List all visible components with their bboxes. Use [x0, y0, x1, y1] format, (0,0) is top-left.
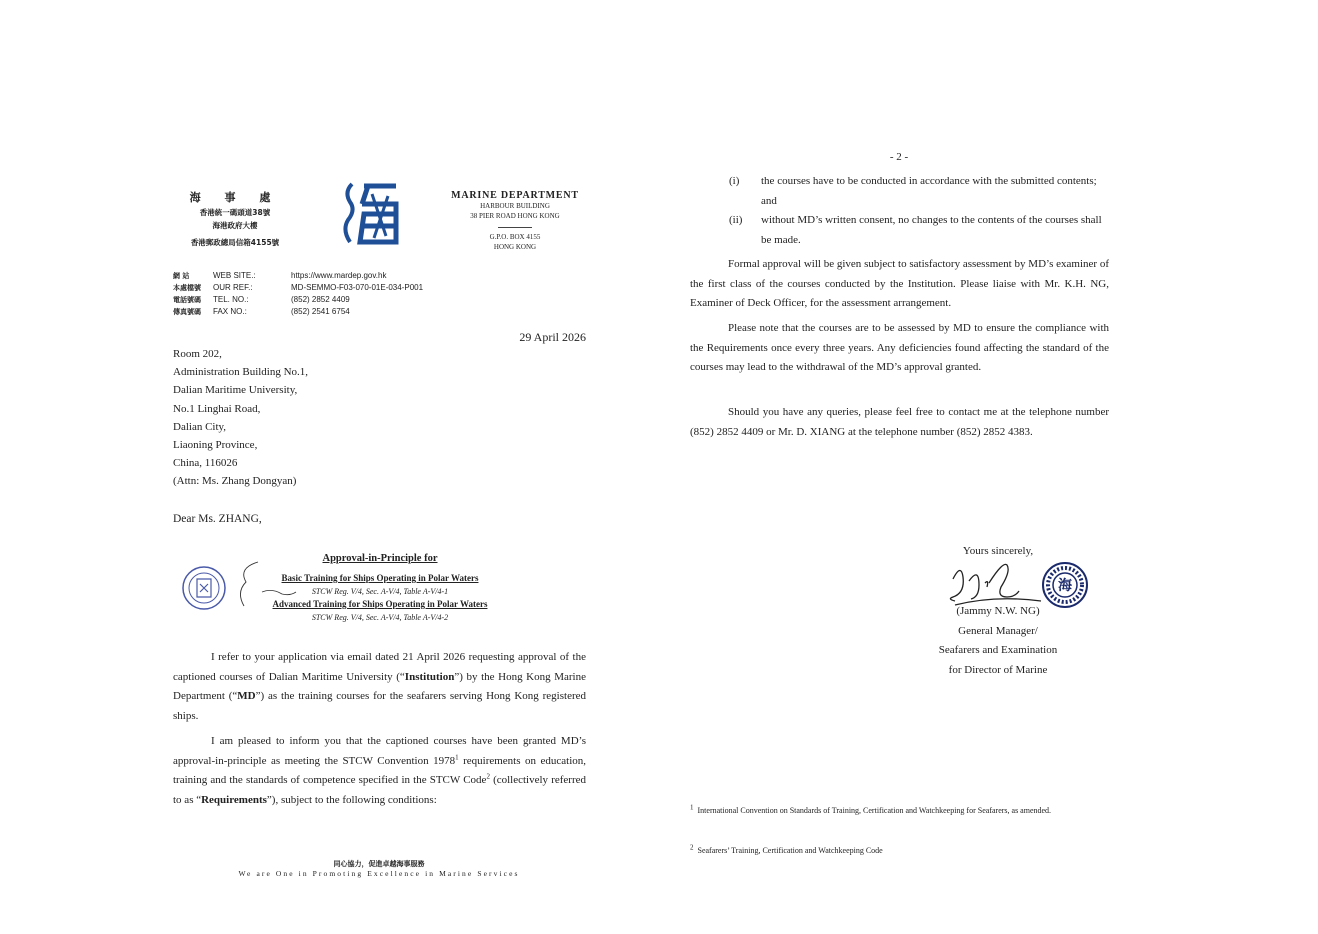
paragraph-formal-approval	[690, 255, 1109, 314]
marine-department-logo	[342, 180, 402, 248]
address-line: No.1 Linghai Road,	[173, 402, 261, 415]
postbox-chinese: 香港郵政總局信箱4155號	[190, 238, 280, 247]
street-address: 38 PIER ROAD HONG KONG	[470, 212, 560, 220]
footnote-ref: 2	[486, 772, 490, 781]
department-name: MARINE DEPARTMENT	[451, 190, 579, 201]
text: ”) as the training courses for the seafarers serving Hong Kong registered ships.	[173, 690, 586, 723]
footnote-text: Seafarers’ Training, Certification and Watchkeeping Code	[697, 846, 883, 855]
text: Please note that the courses are to be assessed by MD to ensure the compliance with the Requirements once every three years. Any deficiencies found affecting the standard of the courses may lead to the withdrawal of the MD’s approval granted.	[690, 322, 1109, 374]
condition-text: the courses have to be conducted in accordance with the submitted contents; and	[761, 175, 1097, 207]
course-advanced: Advanced Training for Ships Operating in Polar Waters	[272, 599, 488, 609]
contact-row-reference	[173, 282, 423, 294]
paragraph-assessment	[690, 319, 1109, 378]
contact-row-fax	[173, 306, 423, 318]
signatory-name: (Jammy N.W. NG)	[956, 605, 1040, 617]
footnote-text: International Convention on Standards of Training, Certification and Watchkeeping for Seafarers, as amended.	[697, 806, 1052, 815]
paragraph-approval	[173, 732, 586, 811]
paragraph-application	[173, 648, 586, 727]
label-english: FAX NO.:	[213, 307, 247, 316]
condition-number: (ii)	[729, 214, 743, 226]
text: requirements on education, training and the standards of competence specified in the STCW Code	[173, 754, 586, 787]
subject-block	[240, 553, 520, 624]
signatory-on-behalf: for Director of Marine	[948, 663, 1048, 676]
contact-row-website	[173, 270, 423, 282]
signatory-details	[918, 602, 1078, 680]
text: Should you have any queries, please feel free to contact me at the telephone number (852) 2852 4409 or Mr. D. XIANG at the telephone number (852) 2852 4383.	[690, 406, 1109, 438]
label-chinese: 網 站	[173, 272, 190, 280]
address-chinese-line2: 海港政府大樓	[212, 221, 258, 230]
course-advanced-reference: STCW Reg. V/4, Sec. A-V/4, Table A-V/4-2	[311, 613, 449, 622]
signatory-division: Seafarers and Examination	[938, 644, 1058, 656]
condition-number: (i)	[729, 175, 740, 187]
text: (collectively referred to as “	[173, 774, 586, 807]
footnote-ref: 1	[455, 753, 459, 762]
address-line: Dalian City,	[173, 420, 227, 433]
defined-term: Institution	[404, 670, 455, 683]
address-line: (Attn: Ms. Zhang Dongyan)	[173, 475, 297, 488]
address-line: Liaoning Province,	[173, 439, 258, 452]
stamp-icon	[181, 565, 227, 611]
contact-row-telephone	[173, 294, 423, 306]
signatory-title: General Manager/	[958, 624, 1038, 637]
website-link[interactable]: https://www.mardep.gov.hk	[291, 271, 387, 280]
address-line: China, 116026	[173, 457, 238, 470]
reference-number: MD-SEMMO-F03-070-01E-034-P001	[291, 283, 424, 292]
address-chinese-line1: 香港統一碼頭道38號	[199, 208, 271, 217]
seal-character: 海	[1058, 578, 1072, 594]
institution-stamp	[181, 565, 227, 611]
header-divider	[498, 227, 532, 228]
footnote-number: 1	[690, 803, 694, 812]
footnote-1	[690, 804, 1090, 818]
course-basic: Basic Training for Ships Operating in Polar Waters	[281, 573, 479, 583]
letter-page-2	[659, 0, 1318, 934]
letter-date: 29 April 2026	[519, 330, 586, 344]
label-chinese: 傳真號碼	[173, 308, 201, 316]
address-line: Administration Building No.1,	[173, 366, 309, 379]
label-english: TEL. NO.:	[213, 295, 249, 304]
closing: Yours sincerely,	[962, 545, 1034, 557]
label-chinese: 電話號碼	[173, 296, 201, 304]
defined-term: MD	[237, 690, 256, 703]
department-name-chinese: 海 事 處	[189, 191, 281, 204]
paragraph-queries	[690, 403, 1109, 442]
subject-heading: Approval-in-Principle for	[322, 553, 438, 564]
address-line: Room 202,	[173, 348, 222, 360]
defined-term: Requirements	[201, 794, 267, 807]
footnote-number: 2	[690, 843, 694, 852]
telephone-number: (852) 2852 4409	[291, 295, 350, 304]
course-basic-reference: STCW Reg. V/4, Sec. A-V/4, Table A-V/4-1	[311, 587, 449, 596]
condition-2	[729, 211, 1109, 250]
condition-text: without MD’s written consent, no changes to the contents of the courses shall be made.	[761, 214, 1102, 246]
text: I refer to your application via email dated 21 April 2026 requesting approval of the captioned courses of Dalian Maritime University (“	[173, 651, 586, 683]
footer-motto-chinese: 同心協力，促進卓越海事服務	[333, 860, 425, 868]
text: Formal approval will be given subject to satisfactory assessment by MD’s examiner of the first class of the courses conducted by the Institution. Please liaise with Mr. K.H. NG, Examiner of Deck Officer, for the assessment arrangement.	[690, 258, 1109, 310]
city: HONG KONG	[493, 243, 537, 251]
label-english: WEB SITE.:	[213, 271, 256, 280]
footer-motto: We are One in Promoting Excellence in Marine Services	[238, 869, 520, 878]
fax-number: (852) 2541 6754	[291, 307, 350, 316]
letterhead-chinese	[180, 190, 290, 249]
text: ”), subject to the following conditions:	[266, 794, 437, 807]
contact-block	[173, 270, 423, 318]
salutation: Dear Ms. ZHANG,	[173, 513, 262, 525]
letterhead-english	[448, 190, 582, 252]
label-english: OUR REF.:	[213, 283, 253, 292]
text: I am pleased to inform you that the captioned courses have been granted MD’s approval-in-principle as meeting the STCW Convention 1978	[173, 735, 586, 767]
footnote-2	[690, 844, 1090, 858]
label-chinese: 本處檔號	[173, 284, 201, 292]
page-number: - 2 -	[889, 151, 909, 163]
recipient-address	[173, 345, 308, 491]
building-name: HARBOUR BUILDING	[480, 202, 550, 210]
text: ”) by the Hong Kong Marine Department (“	[173, 670, 586, 703]
postbox: G.P.O. BOX 4155	[489, 233, 541, 241]
logo-icon	[342, 180, 402, 248]
address-line: Dalian Maritime University,	[173, 384, 298, 397]
condition-1	[729, 172, 1109, 211]
